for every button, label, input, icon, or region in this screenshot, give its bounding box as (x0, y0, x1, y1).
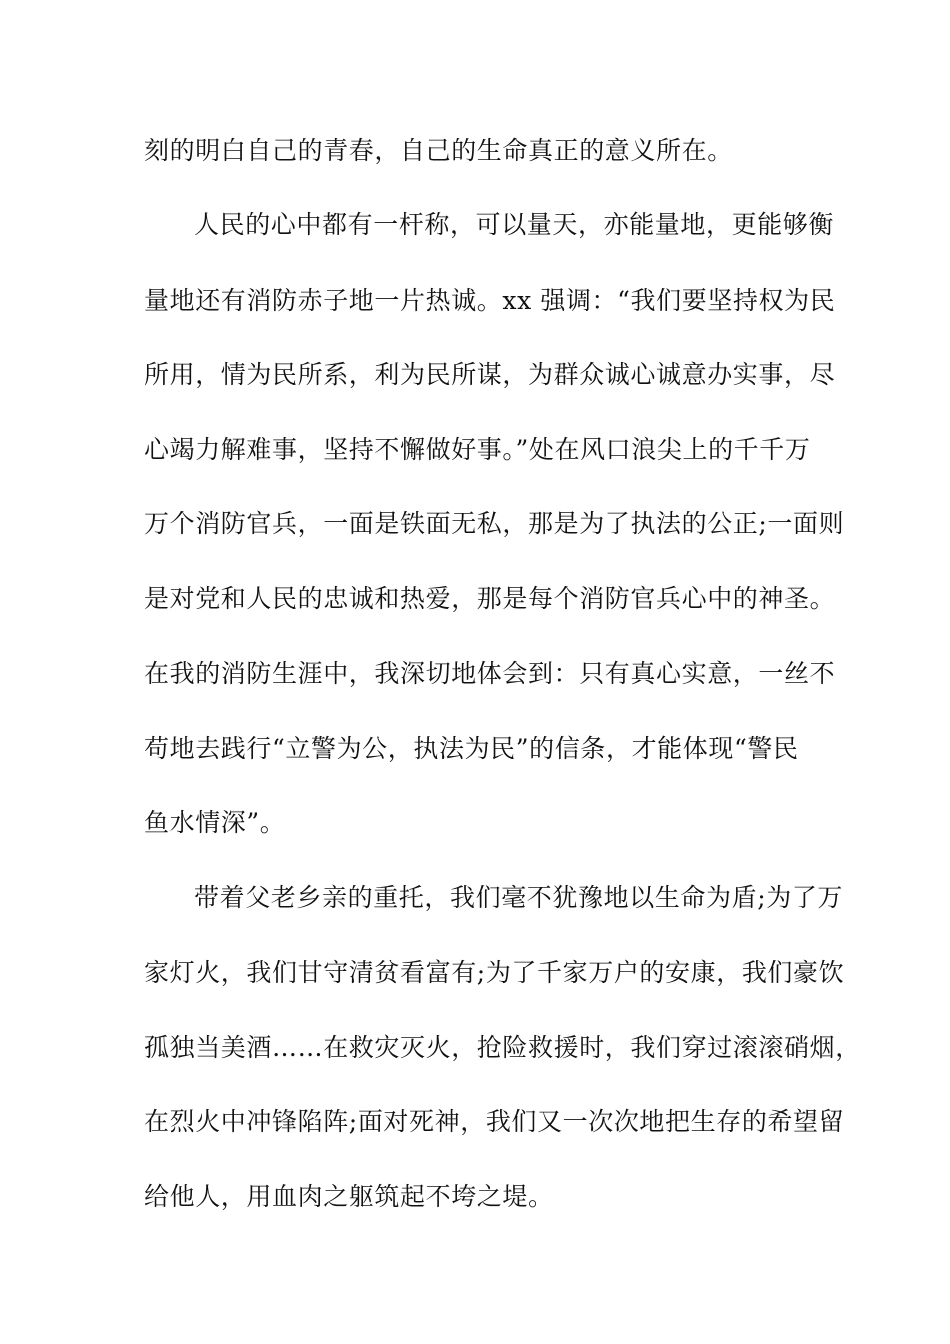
text-line: 刻的明白自己的青春，自己的生命真正的意义所在。 (144, 136, 733, 165)
text-line: 在我的消防生涯中，我深切地体会到：只有真心实意，一丝不 (144, 659, 836, 688)
text-line: 所用，情为民所系，利为民所谋，为群众诚心诚意办实事，尽 (144, 360, 836, 389)
paragraph-first-line: 人民的心中都有一杆称，可以量天，亦能量地，更能够衡 (194, 210, 835, 239)
text-line: 家灯火，我们甘守清贫看富有;为了千家万户的安康，我们豪饮 (144, 958, 845, 987)
text-line: 苟地去践行“立警为公，执法为民”的信条，才能体现“警民 (144, 734, 799, 763)
text-line: 万个消防官兵，一面是铁面无私，那是为了执法的公正;一面则 (144, 509, 845, 538)
paragraph-first-line: 带着父老乡亲的重托，我们毫不犹豫地以生命为盾;为了万 (194, 883, 844, 912)
text-line: 孤独当美酒……在救灾灭火，抢险救援时，我们穿过滚滚硝烟， (144, 1033, 861, 1062)
text-line: 给他人，用血肉之躯筑起不垮之堤。 (144, 1182, 554, 1211)
text-line: 是对党和人民的忠诚和热爱，那是每个消防官兵心中的神圣。 (144, 584, 836, 613)
text-line: 在烈火中冲锋陷阵;面对死神，我们又一次次地把生存的希望留 (144, 1107, 845, 1136)
text-line: 鱼水情深”。 (144, 808, 286, 837)
text-line: 心竭力解难事，坚持不懈做好事。”处在风口浪尖上的千千万 (144, 435, 811, 464)
text-line: 量地还有消防赤子地一片热诚。xx 强调：“我们要坚持权为民 (144, 286, 836, 315)
